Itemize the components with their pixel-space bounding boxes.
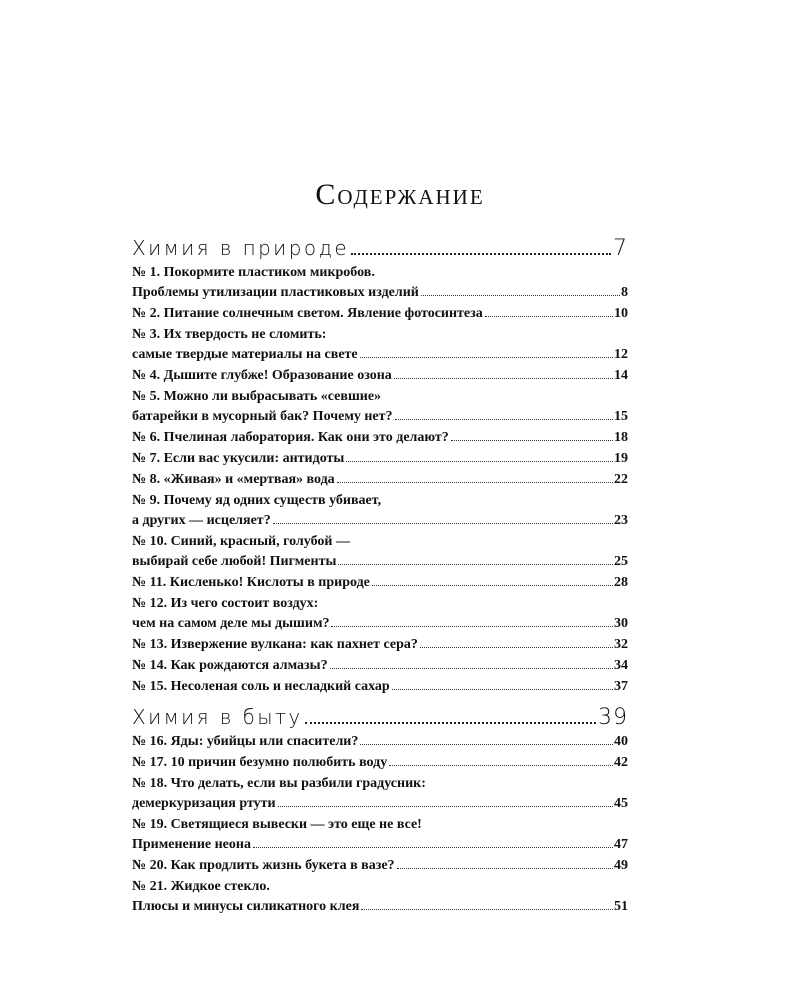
- page-title: Содержание: [315, 178, 485, 211]
- toc-entry-line: [132, 794, 628, 814]
- toc-entry-line: [132, 345, 628, 365]
- dot-leader: [395, 419, 613, 420]
- entry-page-number: 40: [614, 734, 628, 749]
- toc-entry-line: [132, 387, 628, 407]
- dot-leader: [278, 806, 613, 807]
- dot-leader: [372, 585, 613, 586]
- entry-page-number: 49: [614, 858, 628, 873]
- toc-entry[interactable]: [132, 815, 628, 856]
- toc-section-heading[interactable]: [132, 233, 628, 263]
- toc-entry-line: [132, 614, 628, 634]
- entry-text: № 6. Пчелиная лаборатория. Как они это делают?: [132, 430, 449, 445]
- dot-leader: [451, 440, 613, 441]
- toc-entry[interactable]: [132, 366, 628, 387]
- dot-leader: [253, 847, 613, 848]
- toc-entry-line: [132, 511, 628, 531]
- entry-text: № 21. Жидкое стекло.: [132, 879, 270, 894]
- entry-text: № 17. 10 причин безумно полюбить воду: [132, 755, 388, 770]
- toc-entry-line: [132, 407, 628, 427]
- entry-text: демеркуризация ртути: [132, 796, 276, 811]
- dot-leader: [421, 295, 620, 296]
- toc-entry-line: [132, 304, 628, 324]
- entry-page-number: 37: [614, 679, 628, 694]
- dot-leader: [392, 689, 613, 690]
- entry-text: а других — исцеляет?: [132, 513, 271, 528]
- dot-leader: [485, 316, 613, 317]
- toc-entry[interactable]: [132, 428, 628, 449]
- toc-entry-line: [132, 856, 628, 876]
- dot-leader: [337, 482, 613, 483]
- entry-page-number: 10: [614, 306, 628, 321]
- entry-page-number: 47: [614, 837, 628, 852]
- dot-leader: [338, 564, 613, 565]
- entry-page-number: 25: [614, 554, 628, 569]
- entry-page-number: 19: [614, 451, 628, 466]
- entry-text: № 10. Синий, красный, голубой —: [132, 534, 350, 549]
- toc-entry[interactable]: [132, 656, 628, 677]
- toc-entry[interactable]: [132, 877, 628, 918]
- toc-entry-line: [132, 366, 628, 386]
- toc-entry-line: [132, 677, 628, 697]
- entry-text: № 16. Яды: убийцы или спасители?: [132, 734, 359, 749]
- toc-entry-line: [132, 835, 628, 855]
- toc-entry[interactable]: [132, 449, 628, 470]
- dot-leader: [351, 253, 611, 255]
- entry-page-number: 18: [614, 430, 628, 445]
- entry-text: № 2. Питание солнечным светом. Явление фотосинтеза: [132, 306, 483, 321]
- toc-entry-line: [132, 552, 628, 572]
- dot-leader: [420, 647, 613, 648]
- dot-leader: [389, 765, 613, 766]
- toc-entry-line: [132, 470, 628, 490]
- entry-text: № 20. Как продлить жизнь букета в вазе?: [132, 858, 395, 873]
- toc-entry-line: [132, 594, 628, 614]
- dot-leader: [305, 722, 596, 724]
- toc-entry-line: [132, 283, 628, 303]
- toc-entry[interactable]: [132, 573, 628, 594]
- entry-text: № 3. Их твердость не сломить:: [132, 327, 327, 342]
- entry-page-number: 30: [614, 616, 628, 631]
- entry-text: № 5. Можно ли выбрасывать «севшие»: [132, 389, 382, 404]
- toc-entry-line: [132, 428, 628, 448]
- toc-entry[interactable]: [132, 325, 628, 366]
- dot-leader: [360, 357, 613, 358]
- entry-page-number: 12: [614, 347, 628, 362]
- dot-leader: [360, 744, 613, 745]
- toc-entry[interactable]: [132, 532, 628, 573]
- entry-text: № 15. Несоленая соль и несладкий сахар: [132, 679, 390, 694]
- entry-text: № 4. Дышите глубже! Образование озона: [132, 368, 392, 383]
- entry-text: батарейки в мусорный бак? Почему нет?: [132, 409, 393, 424]
- entry-text: Проблемы утилизации пластиковых изделий: [132, 285, 419, 300]
- toc-entry[interactable]: [132, 635, 628, 656]
- dot-leader: [346, 461, 613, 462]
- toc-entry-line: [132, 573, 628, 593]
- entry-text: Применение неона: [132, 837, 251, 852]
- section-title: Химия в быту: [132, 705, 303, 729]
- entry-text: № 12. Из чего состоит воздух:: [132, 596, 319, 611]
- section-page-number: 7: [613, 236, 628, 261]
- entry-text: № 14. Как рождаются алмазы?: [132, 658, 328, 673]
- toc-entry[interactable]: [132, 732, 628, 753]
- dot-leader: [273, 523, 613, 524]
- toc-entry[interactable]: [132, 491, 628, 532]
- entry-text: № 7. Если вас укусили: антидоты: [132, 451, 345, 466]
- toc-entry[interactable]: [132, 856, 628, 877]
- entry-page-number: 42: [614, 755, 628, 770]
- toc-entry-line: [132, 897, 628, 917]
- entry-text: чем на самом деле мы дышим?: [132, 616, 330, 631]
- entry-page-number: 32: [614, 637, 628, 652]
- toc-entry-line: [132, 877, 628, 897]
- entry-text: № 18. Что делать, если вы разбили градусник:: [132, 776, 426, 791]
- toc-entry[interactable]: [132, 304, 628, 325]
- toc-entry[interactable]: [132, 387, 628, 428]
- entry-page-number: 23: [614, 513, 628, 528]
- entry-page-number: 22: [614, 472, 628, 487]
- dot-leader: [331, 626, 613, 627]
- entry-page-number: 8: [621, 285, 628, 300]
- toc-entry[interactable]: [132, 753, 628, 774]
- dot-leader: [397, 868, 613, 869]
- dot-leader: [330, 668, 613, 669]
- toc-entry-line: [132, 532, 628, 552]
- entry-text: № 8. «Живая» и «мертвая» вода: [132, 472, 335, 487]
- table-of-contents: [132, 233, 628, 918]
- section-page-number: 39: [598, 705, 628, 730]
- toc-entry[interactable]: [132, 677, 628, 698]
- entry-page-number: 51: [614, 899, 628, 914]
- toc-entry[interactable]: [132, 263, 628, 304]
- toc-entry[interactable]: [132, 594, 628, 635]
- toc-entry-line: [132, 774, 628, 794]
- entry-page-number: 45: [614, 796, 628, 811]
- entry-page-number: 28: [614, 575, 628, 590]
- section-title: Химия в природе: [132, 236, 350, 260]
- entry-text: № 13. Извержение вулкана: как пахнет сера?: [132, 637, 418, 652]
- toc-entry[interactable]: [132, 470, 628, 491]
- entry-page-number: 15: [614, 409, 628, 424]
- toc-entry-line: [132, 656, 628, 676]
- dot-leader: [361, 909, 613, 910]
- toc-section-heading[interactable]: [132, 702, 628, 732]
- toc-entry-line: [132, 753, 628, 773]
- entry-text: № 19. Светящиеся вывески — это еще не все!: [132, 817, 422, 832]
- entry-text: самые твердые материалы на свете: [132, 347, 358, 362]
- entry-text: выбирай себе любой! Пигменты: [132, 554, 337, 569]
- entry-text: Плюсы и минусы силикатного клея: [132, 899, 360, 914]
- toc-entry-line: [132, 635, 628, 655]
- toc-entry-line: [132, 325, 628, 345]
- toc-entry-line: [132, 732, 628, 752]
- dot-leader: [394, 378, 613, 379]
- toc-entry-line: [132, 449, 628, 469]
- entry-text: № 11. Кисленько! Кислоты в природе: [132, 575, 370, 590]
- entry-text: № 9. Почему яд одних существ убивает,: [132, 493, 382, 508]
- toc-entry-line: [132, 815, 628, 835]
- entry-page-number: 34: [614, 658, 628, 673]
- toc-entry-line: [132, 263, 628, 283]
- toc-entry-line: [132, 491, 628, 511]
- entry-text: № 1. Покормите пластиком микробов.: [132, 265, 375, 280]
- toc-entry[interactable]: [132, 774, 628, 815]
- entry-page-number: 14: [614, 368, 628, 383]
